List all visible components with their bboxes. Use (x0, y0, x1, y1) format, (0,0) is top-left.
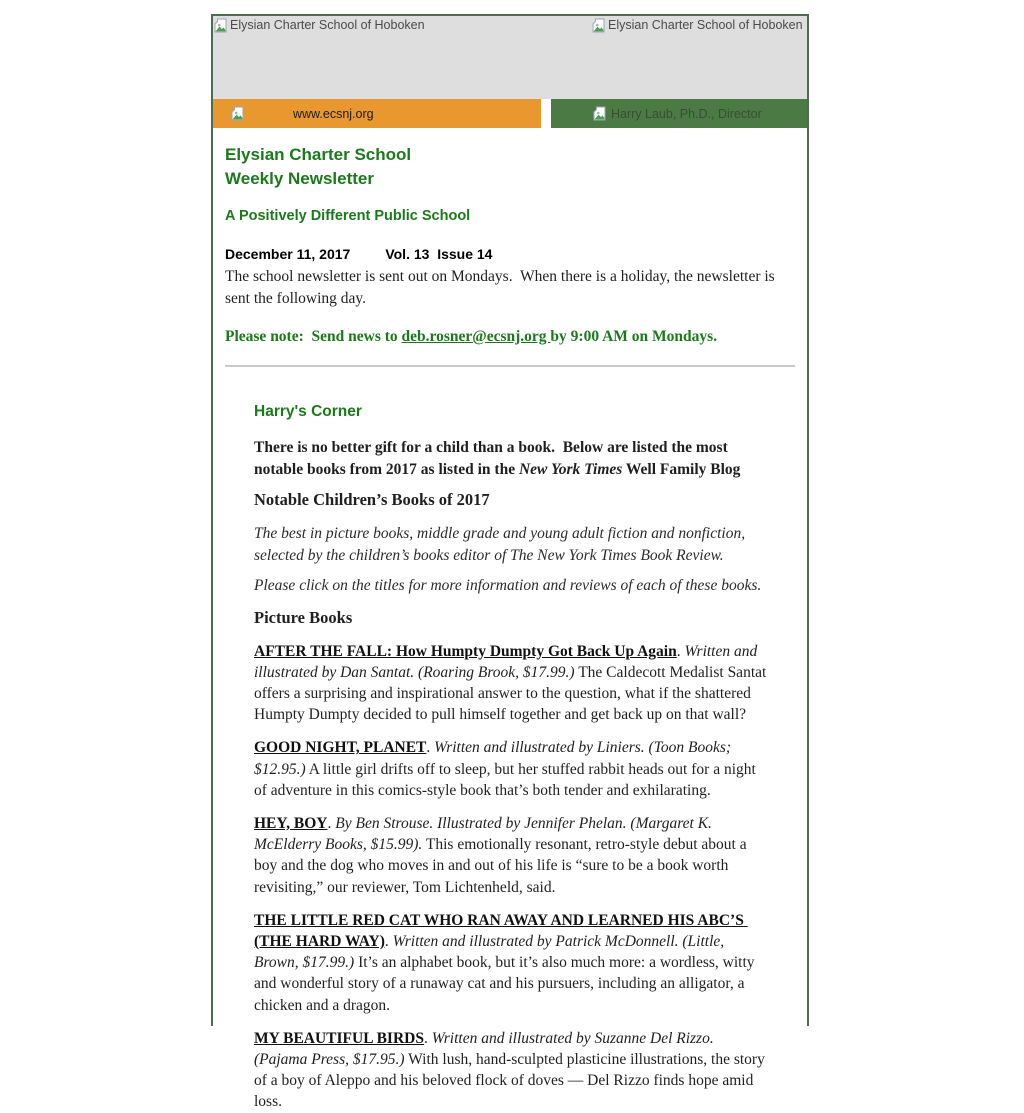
book-separator: . (423, 1029, 432, 1047)
book-title-link[interactable]: AFTER THE FALL: How Humpty Dumpty Got Back Up Again (254, 642, 677, 660)
click-titles-blurb: Please click on the titles for more information and reviews of each of these books. (254, 577, 762, 594)
books-blurb: The best in picture books, middle grade and young adult fiction and nonfiction, selected by the children’s books editor of The New York Times Book Review. (254, 525, 749, 564)
harrys-corner-intro (254, 437, 767, 480)
book-entry (254, 737, 767, 801)
book-separator: . (327, 814, 336, 832)
intro-nyt-italic: New York Times (518, 460, 623, 478)
book-entry (254, 1028, 767, 1113)
submission-note-prefix: Please note: Send news to (225, 328, 402, 345)
intro-text-before: There is no better gift for a child than a book. Below are listed the most notable books from 2017 as listed in the (254, 439, 732, 478)
issue-dateline (225, 246, 795, 263)
newsletter-title-line1: Elysian Charter School (225, 145, 412, 164)
book-description: With lush, hand-sculpted plasticine illustrations, the story of a boy of Aleppo and his beloved flock of doves — Del Rizzo finds hope amid loss. (254, 1050, 769, 1111)
broken-image-icon (592, 18, 605, 33)
school-tagline: A Positively Different Public School (225, 208, 471, 224)
bar-divider (541, 99, 551, 128)
director-banner (551, 99, 807, 128)
book-entry (254, 641, 771, 726)
book-credit: By Ben Strouse. Illustrated by Jennifer Phelan. (Margaret K. McElderry Books, $15.99). (254, 814, 716, 854)
email-link[interactable]: deb.rosner@ecsnj.org (401, 328, 551, 345)
header-logo-alt-text: Elysian Charter School of Hoboken (608, 18, 803, 32)
intro-text-after: Well Family Blog (622, 460, 741, 478)
book-separator: . (676, 642, 685, 660)
broken-image-icon (231, 106, 244, 121)
website-banner[interactable] (213, 99, 541, 128)
broken-image-icon (214, 18, 227, 33)
newsletter-title (225, 143, 795, 191)
book-title-link[interactable]: THE LITTLE RED CAT WHO RAN AWAY AND LEARNED HIS ABC’S (THE HARD WAY) (254, 911, 748, 950)
book-entry (254, 910, 767, 1016)
email-body (211, 14, 809, 1111)
section-divider (225, 365, 795, 367)
book-separator: . (426, 739, 435, 757)
header-logo-alt-text: Elysian Charter School of Hoboken (230, 18, 425, 32)
issue-date: December 11, 2017 (225, 246, 351, 262)
book-title-link[interactable]: GOOD NIGHT, PLANET (254, 739, 427, 757)
link-bars (213, 99, 807, 128)
book-credit: Written and illustrated by Dan Santat. (Roaring Brook, $17.99.) (254, 642, 762, 681)
book-description: It’s an alphabet book, but it’s also much more: a wordless, witty and wonderful story of a runaway cat and his pursuers, including an alligator, a chicken and a dragon. (254, 954, 759, 1014)
notable-books-heading: Notable Children’s Books of 2017 (254, 490, 490, 509)
issue-volume: Vol. 13 Issue 14 (385, 246, 493, 262)
harrys-corner-section (254, 402, 771, 1113)
submission-note (225, 326, 795, 347)
book-description: The Caldecott Medalist Santat offers a surprising and inspirational answer to the question, what if the shattered Humpty Dumpty decided to pull himself together and get back up on that wall? (254, 663, 771, 724)
book-credit: Written and illustrated by Suzanne Del Rizzo. (Pajama Press, $17.95.) (254, 1029, 718, 1068)
website-link-text[interactable]: www.ecsnj.org (293, 107, 374, 121)
harrys-corner-heading: Harry's Corner (254, 403, 362, 420)
header-logo-left (214, 18, 425, 33)
book-credit: Written and illustrated by Patrick McDonnell. (Little, Brown, $17.99.) (254, 932, 729, 972)
newsletter-title-line2: Weekly Newsletter (225, 169, 374, 188)
header-logo-right (592, 18, 803, 33)
picture-books-heading: Picture Books (254, 607, 353, 627)
book-credit: Written and illustrated by Liniers. (Toon Books; $12.95.) (254, 739, 735, 778)
book-description: This emotionally resonant, retro-style debut about a boy and the dog who moves in and out of his life is “sure to be a book worth revisiting,” our reviewer, Tom Lichtenheld, said. (254, 836, 751, 896)
broken-image-icon (593, 106, 606, 121)
book-description: A little girl drifts off to sleep, but her stuffed rabbit heads out for a night of adventure in this comics-style book that’s both tender and exhilarating. (254, 760, 760, 799)
book-separator: . (384, 932, 393, 950)
book-title-link[interactable]: HEY, BOY (254, 814, 328, 832)
book-title-link[interactable]: MY BEAUTIFUL BIRDS (254, 1029, 424, 1047)
schedule-note: The school newsletter is sent out on Mondays. When there is a holiday, the newsletter is sent the following day. (225, 268, 779, 307)
book-entry (254, 813, 767, 898)
submission-note-suffix: by 9:00 AM on Mondays. (550, 328, 718, 345)
director-name-text: Harry Laub, Ph.D., Director (611, 107, 762, 121)
header-banner (213, 16, 807, 99)
newsletter-content (213, 143, 807, 1113)
